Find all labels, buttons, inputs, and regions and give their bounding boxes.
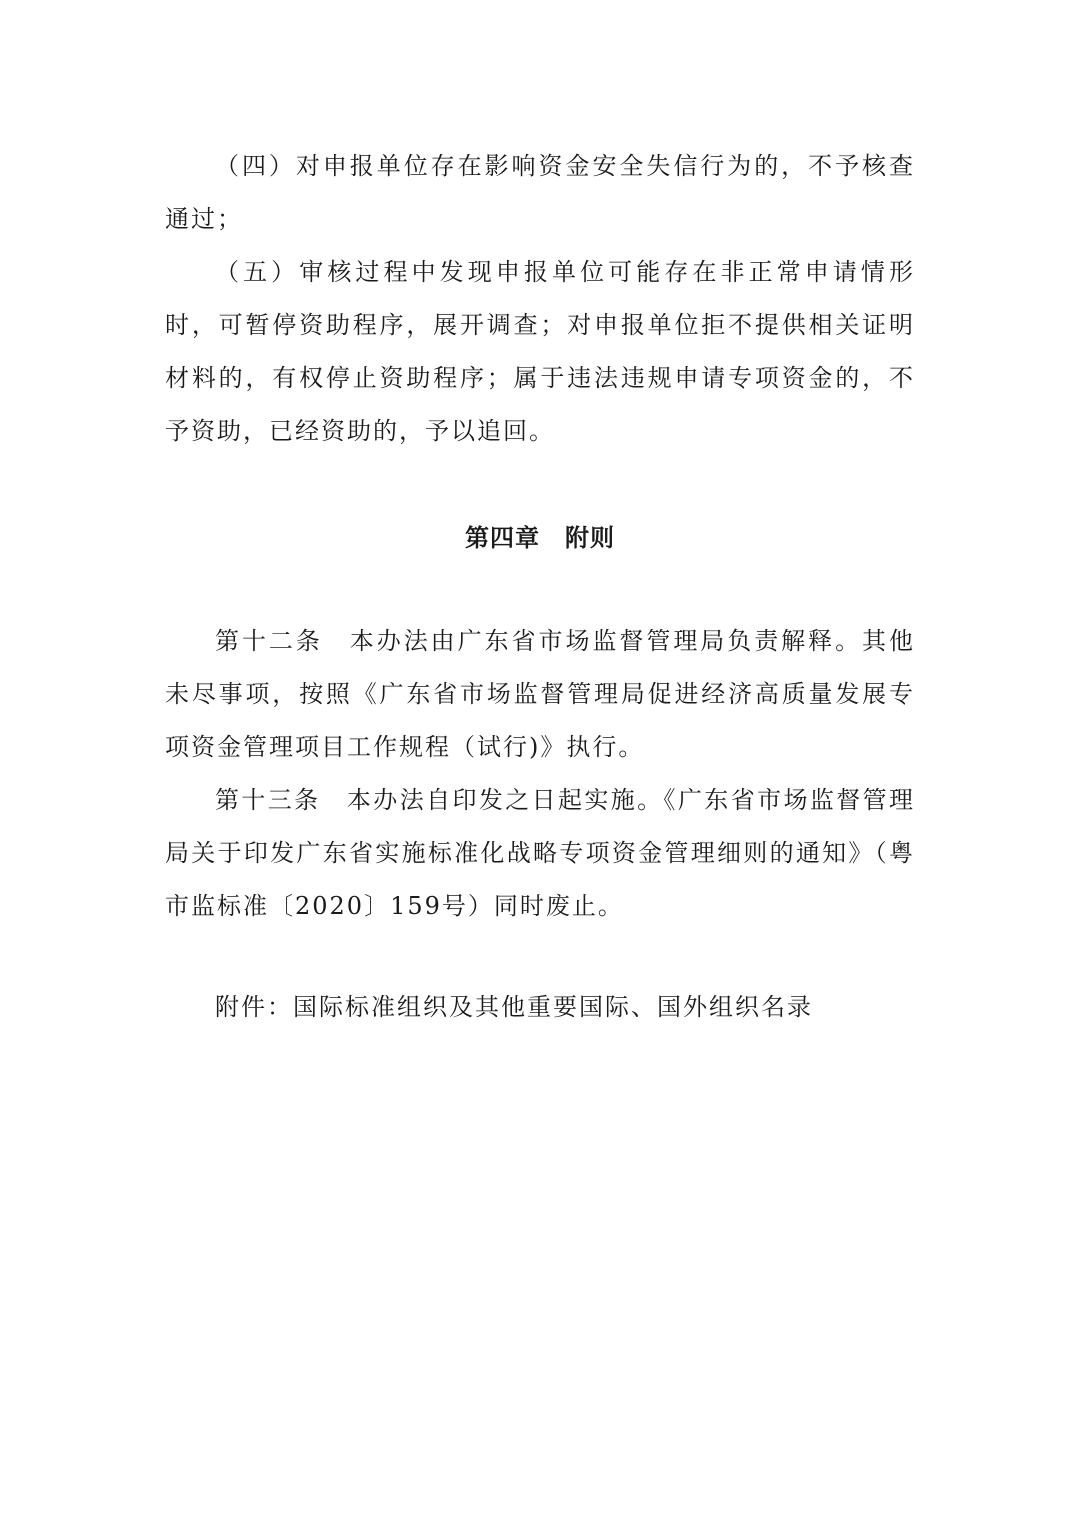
article-twelve: 第十二条 本办法由广东省市场监督管理局负责解释。其他未尽事项，按照《广东省市场监督管理局促进经济高质量发展专项资金管理项目工作规程（试行)》执行。 [165, 627, 915, 761]
spacer [165, 458, 915, 512]
article-thirteen: 第十三条 本办法自印发之日起实施。《广东省市场监督管理局关于印发广东省实施标准化战略专项资金管理细则的通知》（粤市监标准〔2020〕159号）同时废止。 [165, 786, 915, 920]
attachment-note: 附件：国际标准组织及其他重要国际、国外组织名录 [215, 993, 813, 1021]
clause-four: （四）对申报单位存在影响资金安全失信行为的，不予核查通过； [165, 152, 915, 233]
spacer [165, 565, 915, 615]
clause-five: （五）审核过程中发现申报单位可能存在非正常申请情形时，可暂停资助程序，展开调查；对申报单位拒不提供相关证明材料的，有权停止资助程序；属于违法违规申请专项资金的，不予资助，已经资助的，予以追回。 [165, 258, 915, 445]
spacer [165, 933, 915, 981]
document-body [165, 140, 915, 1034]
chapter-heading: 第四章 附则 [465, 524, 615, 552]
